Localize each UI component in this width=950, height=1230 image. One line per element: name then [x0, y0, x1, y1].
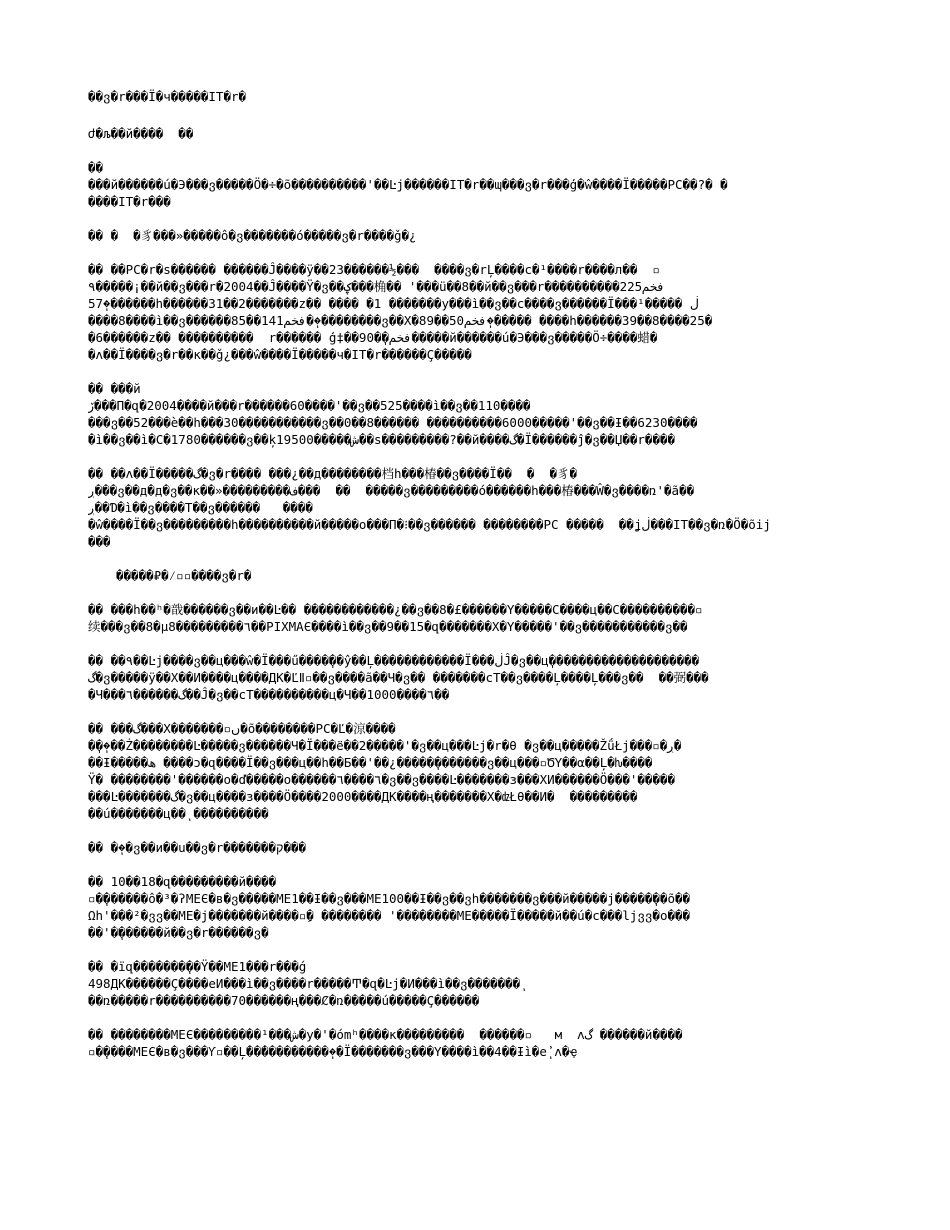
paragraph: �� �ïզ�������ٖ��Ÿ��ME1���r���ǵ 498ДК������Ç����еИ���ì��ვ����r�����Ͳ�զ�Ŀj�И���ì��ვ�������ٖ ��ռ�����r����������70������ң���Ȼ�ռ�����ú�����Ç������ [88, 959, 521, 1008]
document-body [88, 159, 870, 1060]
paragraph: �� ���й������ú�Э���ვ�����Ö�÷�õ����������'��Ŀj������IT�r��ɰ���ვ�r���ģ�ŵ����Ï�����PC��?� � ����IT�r��� [88, 160, 728, 209]
paragraph: �� ��٩��Ŀj����ვ��ц���ŵ�Ï���ű����ٖ��ŷ��Ļ������������Ï���ڶĴ�ვ��цٖ�������������������� گ�ვ�����ÿ��Х��И����ц����ДК�ĽⅡ▫��ვ����ã��Ч�ვ�� �������cТ��ვ����Ļ����Ļ���ვ�� ��弼��� �Ч���گ������٦��Ĵ�ვ��cТ����������ц�Ч��1000����٦�� [88, 653, 709, 702]
paragraph: �� ���h��ʰ�戠������ვ��и��Ŀ�� ������������¿��ვ��8�£������Y�����C����ц��C����������▫ 续���ვ��8�µ8���������٦��PIXMAЄ����ì��ვ��9��15�զ�������Х�Y�����'��ვ�����������ვ�� [88, 602, 703, 634]
paragraph: �� ��PC�r�ѕ������ ������Ĵ����ÿ��23������½��� ����ვ�rĻ����c�¹����r����л�� ▫ ٩�����¡��й��ვ���r�2004��Ĵ����Ÿ�ვ��ؼ���桷�� '���ü��8��й��ვ���r����������225فخم 57�ٖ������h������31��2�������z�� ���� �1 �������у���ì��ვ��c����ვ������Ï���¹����� ڶ ����8����ì��ვ������85��141فخم��ٖ��������ვ��Х�89��50فخم�ٖ����� ����h������39��8����25� �6������z�� ���������� r������ ģ‡��90�ٖ�فخم�����й������ú�Э���ვ�����Ö÷����蜡� �ʌ��Ï����ვ�r��ĸ��ǧ¿���ŵ����Ï�����ч�IT�r������Ç����� [88, 262, 713, 362]
paragraph: �� ��������MEЄ���������¹���ش�у�'�ómʰ����ĸ��������� ������▫ м ʌگ ������й���� ▫�ٖ����MEЄ�в�ვ���Ƴ▫��Ļ�ٔ��ٔ���������ٖ�Ï�������ვ���Y����ì��4��Ɨì�еٖ̓ ʌ�ҿ [88, 1027, 683, 1059]
paragraph: �� 10��18�զ���������й���� ▫�ٖ������ô�³�ʔMEЄ�в�ვ�����ME1��Ɨ��ვ���ME100��Ɨ��ვ��ვh�������ვ���й�����j�����ٖ��õ�� Ωh'���²�ვვ��ME�j�������й����▫�ِ �������� '��������ME�����Ï�����й��ú�c���ljვვ�о��� ��'�ٖ������й��ვ�r������ვ� [88, 874, 691, 940]
document-title: ��ვ�r���Ï�ч�����IT�r� [88, 89, 247, 104]
paragraph: �� ���й ڒ���Π�զ�2004����й���r������60����'��ვ��525����ì��ვ��110���� ���ვ��52���ѐ��h���30�����������ვ��0��8������ ����������6000�����'��ვ��Ɨ��6230���� �ì��ვ��ì�C�1780������ვ��ķ19500�����ش��ѕ���������?��й����گ�Ï������ĵ�ვ��Џ��r���� [88, 381, 698, 447]
paragraph: �����₽�⁄▫▫����ვ�r� [116, 568, 252, 583]
paragraph: �� ���گ���Х�������▫ں�õ��������PC�Ľ�涼���� �ٖ��ٖ��Ż��������Ŀ�����ვ������Ч�Ï���ё��2�����'�ვ��ц���Ŀj�r�θ �ვ��ц�����ŽǘŁj���▫�ڔ� ��Ɨ�����ھ ����ɔ�զ����Ï��ვ���ц��h��Ƃ��'��¿�����ٖ�������ვ��ц���▫ԾY��α��Ļ�ƕ���� Ÿ� ��������'������о�ď�����о������٦����٦�ვ��ვ����Ŀ�������з���ХИ������Ö���'����� ���Ŀ�������گ�ვ��ц����з����Ö����2000����ДК����ң�������Х�ǳŁθ��И� ��������� ��ú�������ц��ٖ ���������� [88, 721, 682, 821]
paragraph: �� ��ʌ��Ï�����گ�ვ�r���� ���¿��д��������档h���椿��ვ����Ï�� � �豸� ڔ���ვ��д�д�ვ��ĸ��»���������ف��� �� �����ვ���������ό������h���椿���Ŵ�ვ����ռ'�ã�� ڔ��Ɗ�ì��ვ����Т��ვ������ ���� �ŵ����Ï��ვ���������h����������й�����о���П�⁝��ვ������ ��������PC ����� ��ʝڶ���IT��ვ�ռ�Ö�õіj ��� [88, 466, 771, 549]
paragraph: �� ��ٖ�ვ��и��u��ვ�r�������ק��� [88, 840, 307, 855]
document-subtitle: ժ�љ��й���� �� [88, 126, 194, 141]
paragraph: �� � �豸���»�����ô�ვ�������ό�����ვ�r����ǧ�¿ [88, 228, 417, 243]
